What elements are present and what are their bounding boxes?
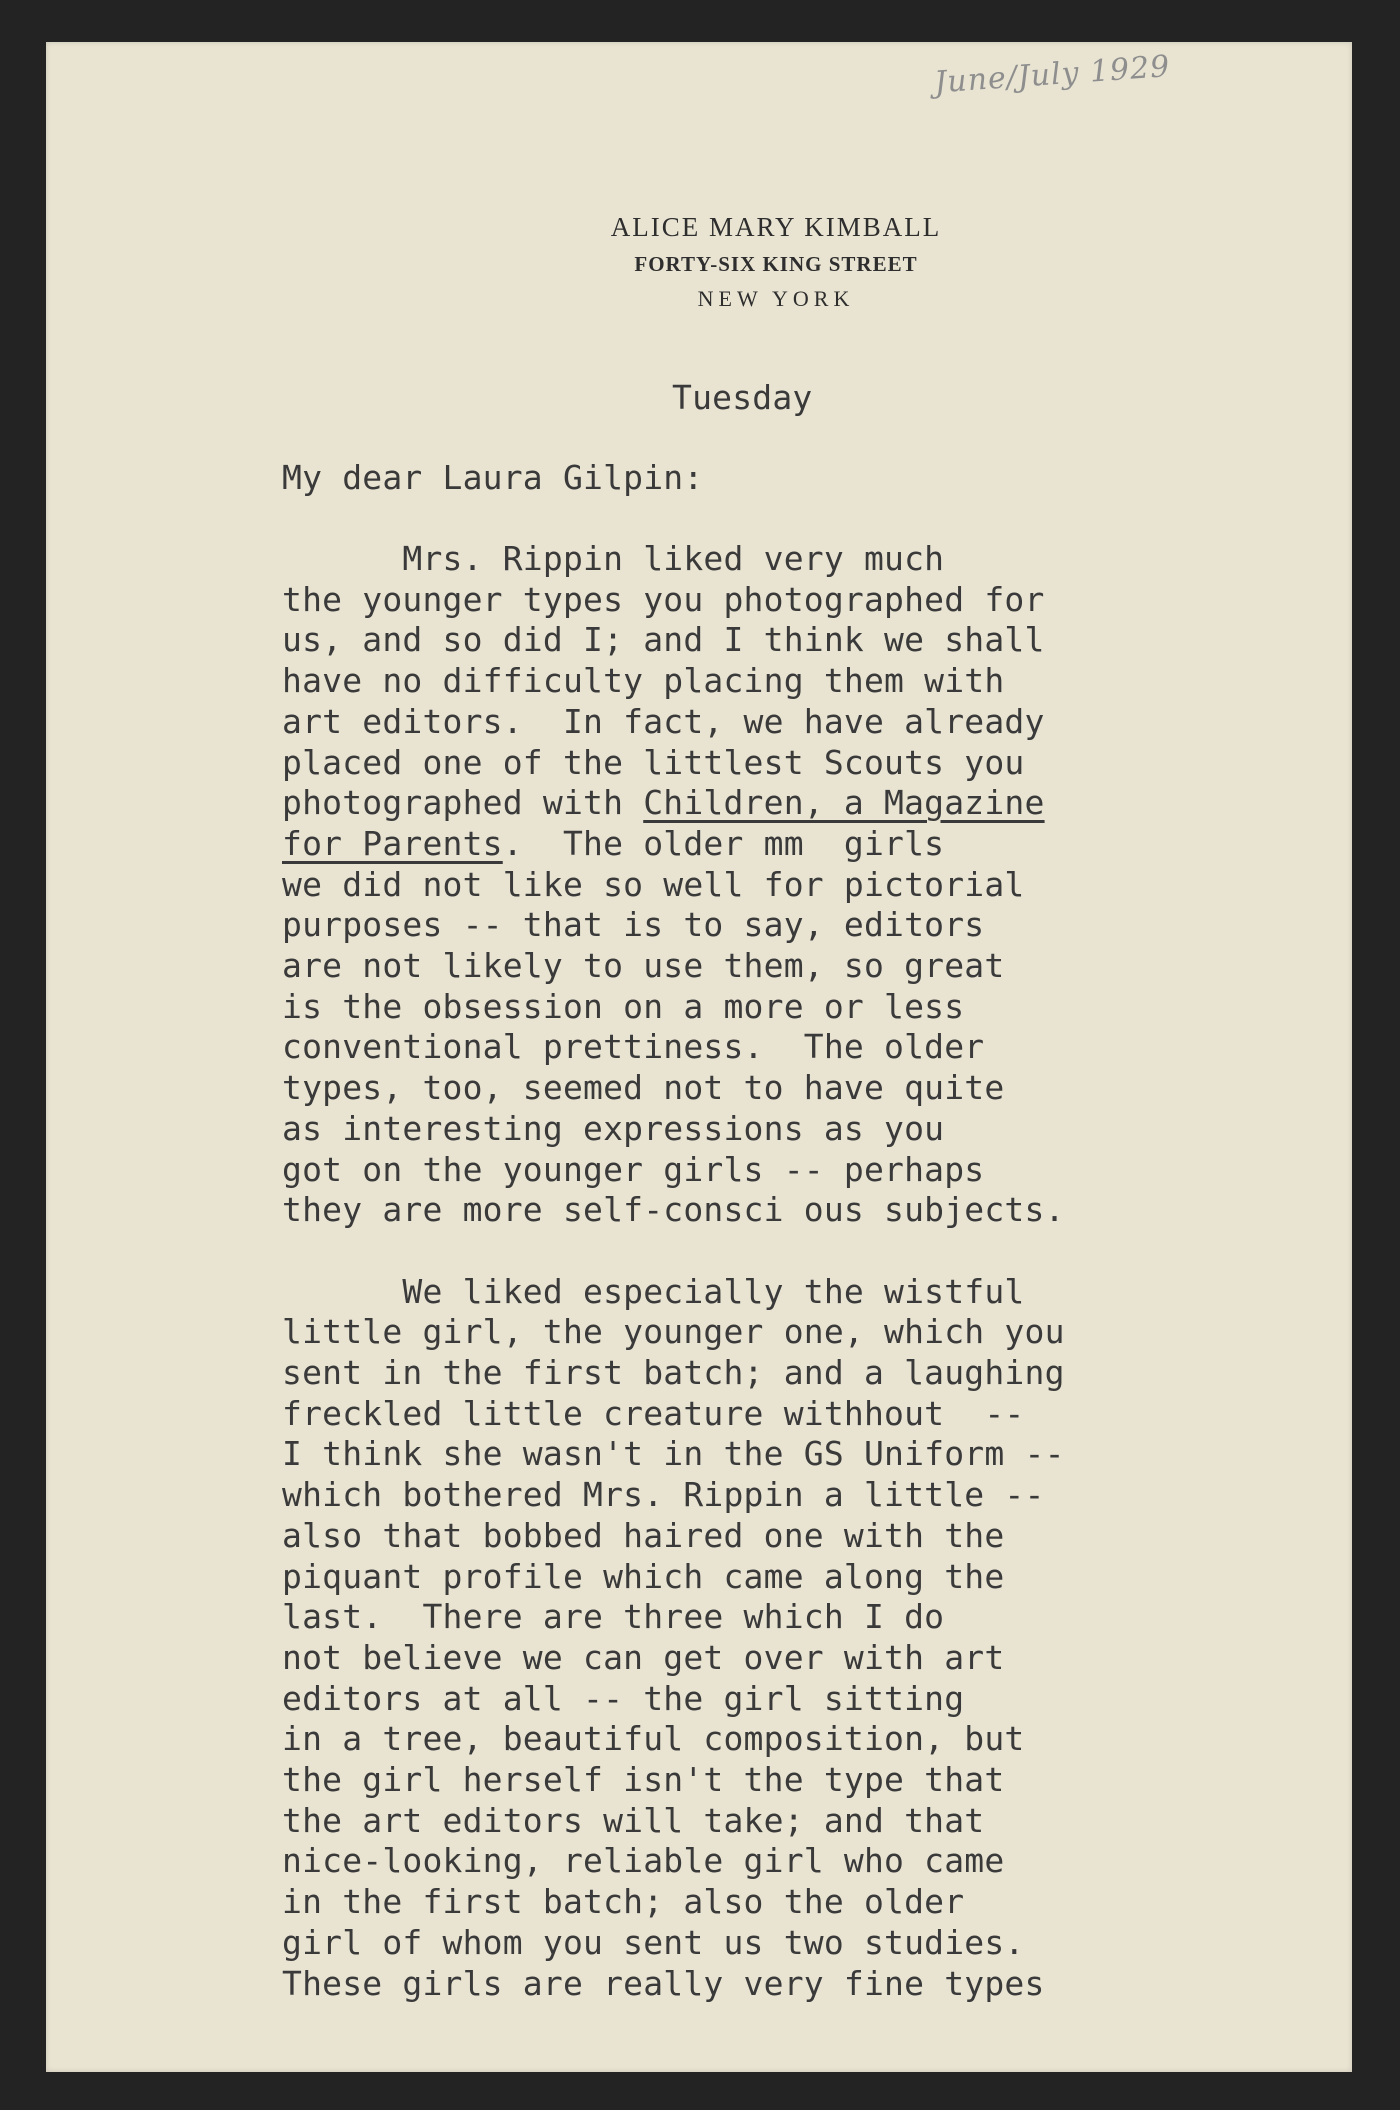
text-line: they are more self-consci ous subjects. — [282, 1190, 1065, 1230]
letterhead-name: ALICE MARY KIMBALL — [610, 212, 942, 242]
letter-day: Tuesday — [672, 378, 813, 417]
text-line: purposes -- that is to say, editors — [282, 905, 985, 945]
text-line: have no difficulty placing them with — [282, 661, 1005, 701]
text-line: the girl herself isn't the type that — [282, 1760, 1005, 1800]
text-line: also that bobbed haired one with the — [282, 1515, 1005, 1555]
text-line — [282, 824, 1312, 865]
text-line: as interesting expressions as you — [282, 1108, 945, 1148]
letter-body — [282, 539, 1312, 2004]
text-line: These girls are really very fine types — [282, 1963, 1045, 2003]
text-line: are not likely to use them, so great — [282, 946, 1005, 986]
paragraph-gap — [282, 1231, 1312, 1272]
text-line: we did not like so well for pictorial — [282, 864, 1025, 904]
text-line: is the obsession on a more or less — [282, 986, 965, 1026]
underlined-title: Children, a Magazine — [643, 783, 1045, 823]
pencil-date-note: June/July 1929 — [933, 49, 1172, 101]
paragraph-1 — [282, 539, 1312, 1231]
text-line: which bothered Mrs. Rippin a little -- — [282, 1475, 1045, 1515]
text-line: got on the younger girls -- perhaps — [282, 1149, 985, 1189]
text-line: last. There are three which I do — [282, 1597, 945, 1637]
line-text: photographed with — [282, 783, 644, 823]
text-line — [282, 783, 1312, 824]
text-line: types, too, seemed not to have quite — [282, 1068, 1005, 1108]
text-line: little girl, the younger one, which you — [282, 1312, 1065, 1352]
line-text: . The older mm girls — [502, 823, 945, 863]
text-line: sent in the first batch; and a laughing — [282, 1353, 1065, 1393]
salutation: My dear Laura Gilpin: — [282, 458, 704, 497]
text-line: not believe we can get over with art — [282, 1637, 1005, 1677]
letterhead-city: NEW YORK — [697, 286, 855, 311]
letterhead-street: FORTY-SIX KING STREET — [634, 252, 918, 276]
text-line: the art editors will take; and that — [282, 1800, 985, 1840]
text-line: Mrs. Rippin liked very much — [282, 539, 945, 578]
text-line: placed one of the littlest Scouts you — [282, 742, 1025, 782]
text-line: I think she wasn't in the GS Uniform -- — [282, 1434, 1065, 1474]
underlined-title: for Parents — [282, 823, 503, 863]
text-line: freckled little creature withhout -- — [282, 1393, 1025, 1433]
letter-page — [46, 42, 1352, 2072]
text-line: in a tree, beautiful composition, but — [282, 1719, 1025, 1759]
text-line: We liked especially the wistful — [282, 1271, 1025, 1311]
text-line: nice-looking, reliable girl who came — [282, 1841, 1005, 1881]
text-line: girl of whom you sent us two studies. — [282, 1922, 1025, 1962]
text-line: in the first batch; also the older — [282, 1882, 965, 1922]
text-line: art editors. In fact, we have already — [282, 701, 1045, 741]
text-line: conventional prettiness. The older — [282, 1027, 985, 1067]
text-line: us, and so did I; and I think we shall — [282, 620, 1045, 660]
paragraph-2 — [282, 1272, 1312, 2005]
text-line: piquant profile which came along the — [282, 1556, 1005, 1596]
text-line: editors at all -- the girl sitting — [282, 1678, 965, 1718]
text-line: the younger types you photographed for — [282, 579, 1045, 619]
